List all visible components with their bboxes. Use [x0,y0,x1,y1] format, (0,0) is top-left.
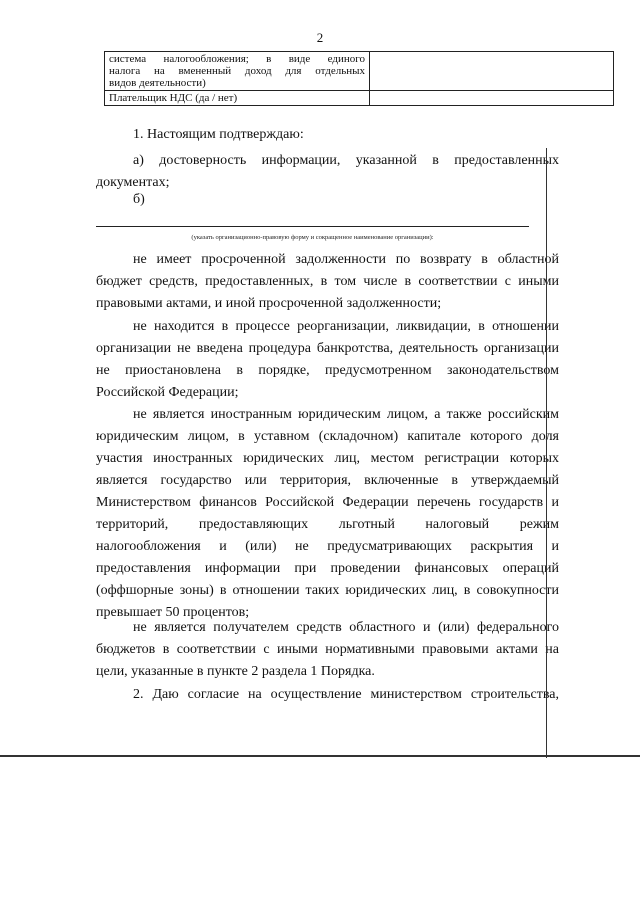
scan-horizontal-line [0,755,640,757]
text-line: Министерством финансов Российской Федерации перечень государств и [96,495,559,510]
text-line: не приостановлена в порядке, предусмотренном законодательством [96,363,559,378]
paragraph-a [96,150,559,194]
text-line: налогообложения и (или) не предусматривающих раскрытия и [96,539,559,554]
paragraph-not-recipient [96,617,559,683]
table-row [105,91,614,106]
info-table [104,51,614,106]
text-line: предоставления информации при проведении финансовых операций [96,561,559,576]
paragraph-no-reorganization [96,316,559,404]
text-line: участия иностранных юридических лиц, местом регистрации которых [96,451,559,466]
field-caption: (указать организационно-правовую форму и сокращенное наименование организации): [191,234,434,241]
paragraph-b: б) [133,192,145,207]
scan-vertical-line [546,148,547,758]
paragraph-no-debt [96,249,559,315]
table-row [105,52,614,91]
paragraph-consent [96,684,559,706]
text-line: юридическим лицом, в уставном (складочном) капитале которого доля [96,429,559,444]
text-line: не находится в процессе реорганизации, ликвидации, в отношении [133,319,559,334]
text-line: превышает 50 процентов; [96,605,250,620]
text-line: (оффшорные зоны) в отношении таких юридических лиц, в совокупности [96,583,559,598]
table-cell-value [370,52,614,91]
table-cell-line: видов деятельности) [109,77,206,89]
text-line: не является иностранным юридическим лицом, а также российским [133,407,559,422]
text-line: является государство или территория, включенные в утверждаемый [96,473,559,488]
text-line: 2. Даю согласие на осуществление министерством строительства, [133,687,559,702]
table-cell-label [105,52,370,91]
text-line: бюджет средств, предоставленных, в том числе в соответствии с иными [96,274,559,289]
text-line: а) достоверность информации, указанной в предоставленных [133,153,559,168]
text-line: не имеет просроченной задолженности по возврату в областной [133,252,559,267]
text-line: не является получателем средств областного и (или) федерального [133,620,559,635]
text-line: документах; [96,175,170,190]
table-cell-label: Плательщик НДС (да / нет) [105,91,370,106]
text-line: бюджетов в соответствии с иными нормативными правовыми актами на [96,642,559,657]
table-cell-line: система налогообложения; в виде единого [109,53,365,65]
paragraph-confirm: 1. Настоящим подтверждаю: [133,127,304,142]
text-line: организации не введена процедура банкротства, деятельность организации [96,341,559,356]
table-cell-line: налога на вмененный доход для отдельных [109,65,365,77]
signature-line [96,226,529,227]
page-number: 2 [316,30,324,45]
table-cell-value [370,91,614,106]
text-line: правовыми актами, и иной просроченной задолженности; [96,296,442,311]
paragraph-not-foreign [96,404,559,624]
text-line: цели, указанные в пункте 2 раздела 1 Порядка. [96,664,375,679]
text-line: Российской Федерации; [96,385,239,400]
text-line: территорий, предоставляющих льготный налоговый режим [96,517,559,532]
